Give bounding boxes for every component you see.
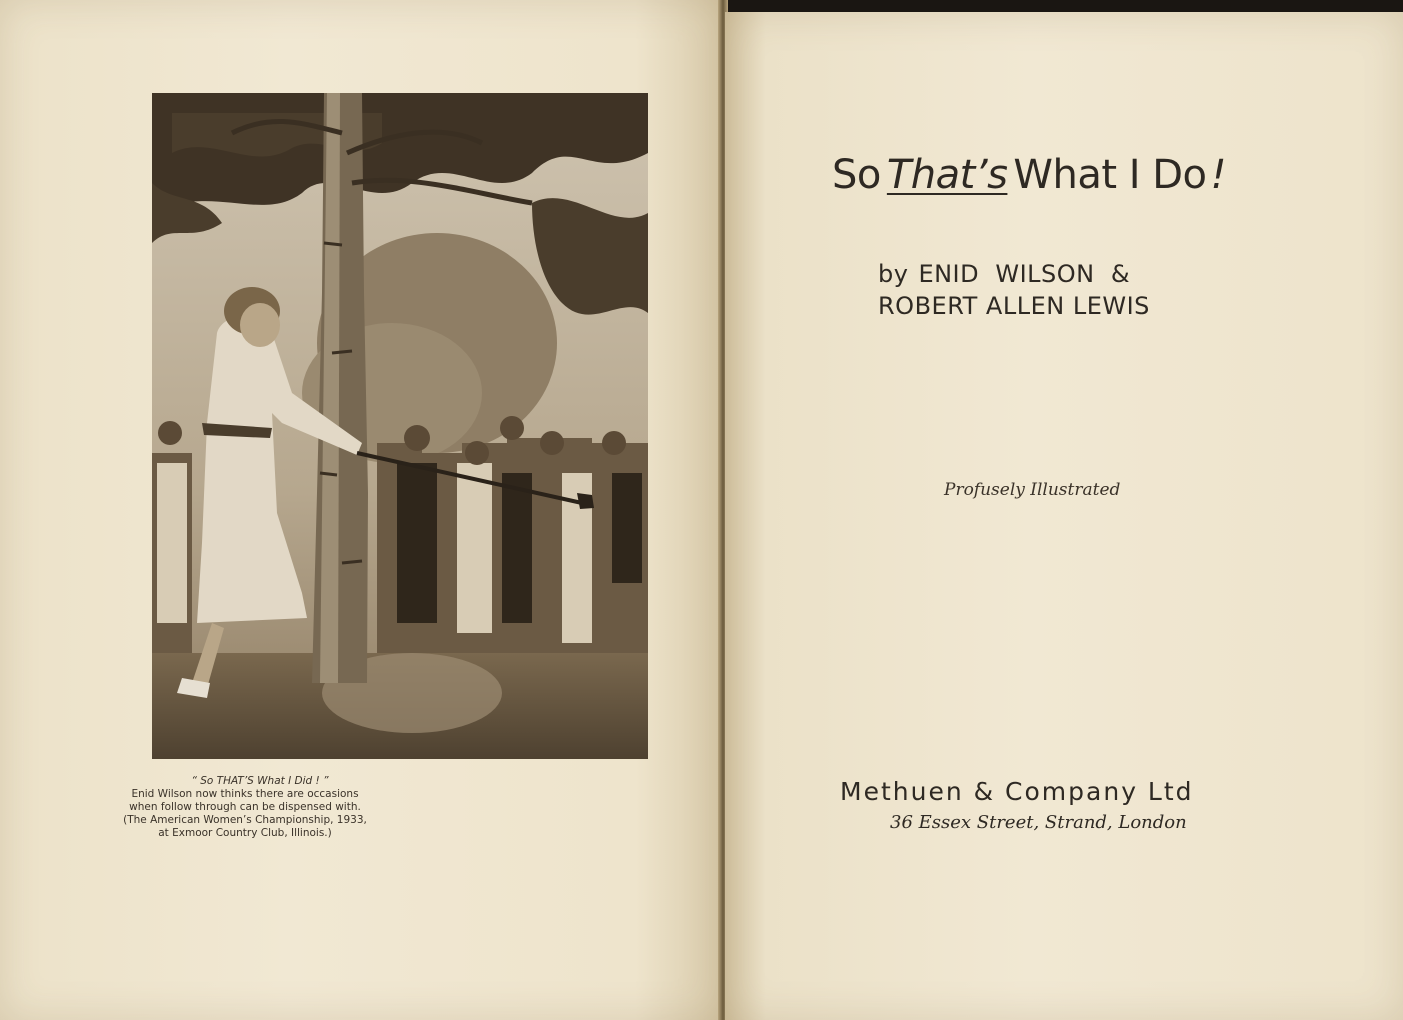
caption-line: (The American Women’s Championship, 1933, xyxy=(123,814,367,826)
authors-line1: ENID WILSON & xyxy=(918,260,1131,288)
caption-line: at Exmoor Country Club, Illinois.) xyxy=(158,827,332,839)
book-authors xyxy=(878,258,1150,322)
title-exclamation: ! xyxy=(1210,152,1227,198)
golfer-photograph xyxy=(152,93,648,759)
title-emphasis: That’s xyxy=(886,152,1008,198)
caption-title: “ So THAT’S What I Did ! ” xyxy=(191,775,329,787)
publisher-address: 36 Essex Street, Strand, London xyxy=(890,812,1187,833)
title-part1: So xyxy=(832,152,881,198)
book-title xyxy=(832,152,1226,198)
authors-line2: ROBERT ALLEN LEWIS xyxy=(878,292,1150,320)
authors-by: by xyxy=(878,260,909,288)
illustrated-note: Profusely Illustrated xyxy=(944,480,1121,500)
caption-line: when follow through can be dispensed with. xyxy=(129,801,361,813)
caption-line: Enid Wilson now thinks there are occasions xyxy=(131,788,359,800)
golfer-photo-illustration xyxy=(152,93,648,759)
title-part2: What I Do xyxy=(1013,152,1207,198)
publisher-name: Methuen & Company Ltd xyxy=(840,777,1194,806)
photo-caption xyxy=(100,775,390,840)
